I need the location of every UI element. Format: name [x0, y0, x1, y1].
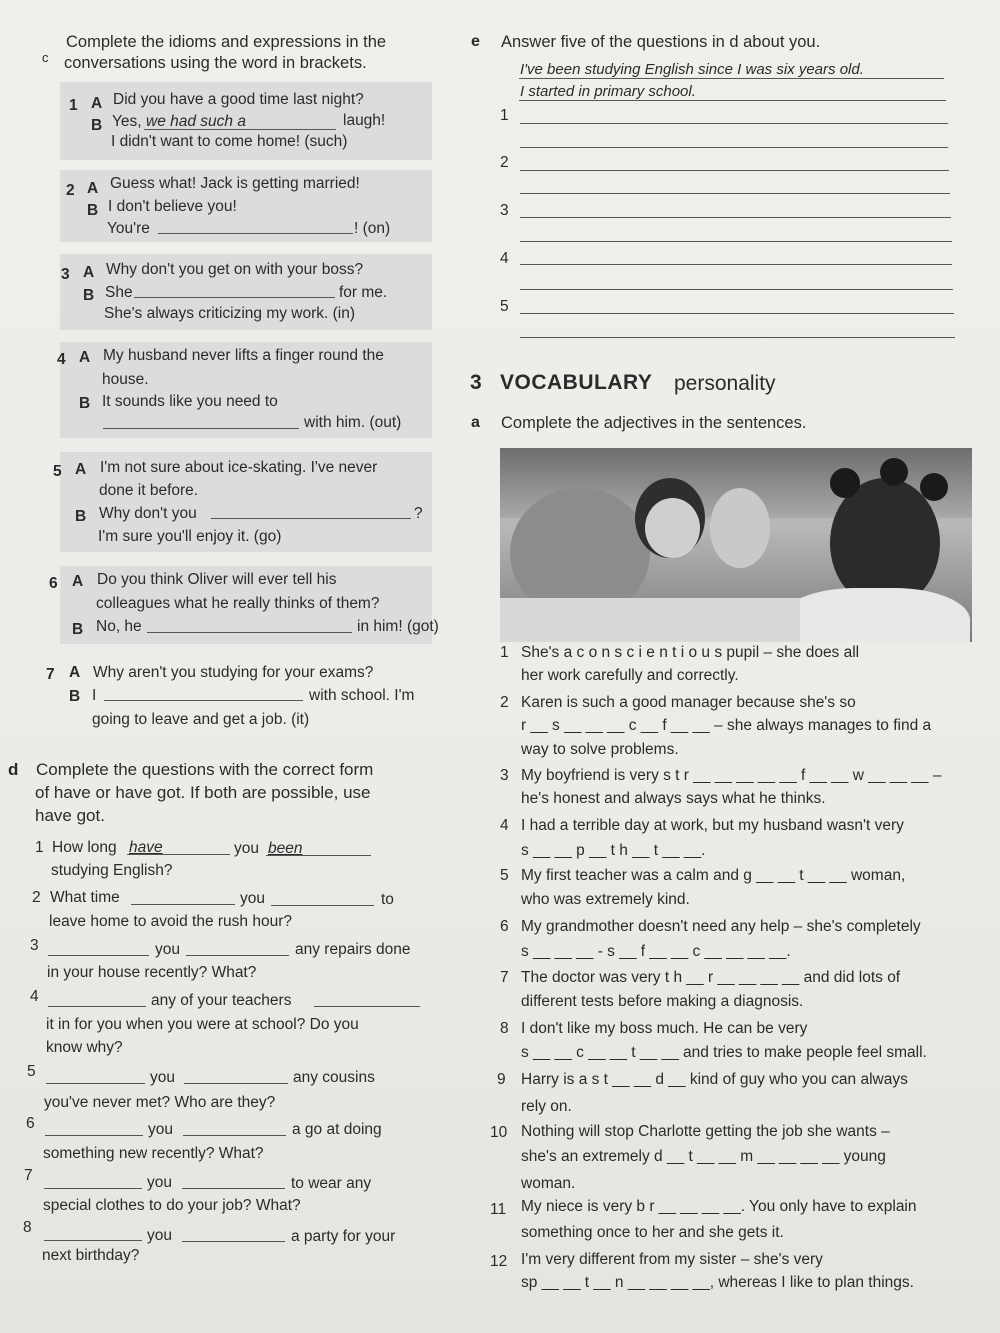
- exercise-d-title-line2: of have or have got. If both are possible, use: [35, 783, 371, 802]
- c5-b-pre: Why don't you: [99, 505, 197, 522]
- c-item-num: 7: [46, 666, 55, 683]
- vocab-6-line1: My grandmother doesn't need any help – she's completely: [521, 918, 921, 935]
- c4-a-line2: house.: [102, 371, 149, 388]
- d8-mid: you: [147, 1227, 172, 1244]
- answer-line: [127, 854, 230, 855]
- vocab-11-line1[interactable]: My niece is very b r __ __ __ __. You only have to explain: [521, 1198, 917, 1215]
- vocab-num: 5: [500, 867, 509, 884]
- e-example-line1: I've been studying English since I was six years old.: [520, 61, 864, 78]
- vocab-5-line2: who was extremely kind.: [521, 891, 690, 908]
- section-number: 3: [470, 371, 483, 394]
- c2-b-pre: I don't believe you!: [108, 198, 237, 215]
- d4-mid: any of your teachers: [151, 992, 292, 1009]
- exercise-c-letter: c: [42, 50, 49, 65]
- vocab-12-line1: I'm very different from my sister – she's very: [521, 1251, 823, 1268]
- vocab-4-line1: I had a terrible day at work, but my husband wasn't very: [521, 817, 904, 834]
- answer-blank[interactable]: [48, 955, 149, 956]
- c7-a-line: Why aren't you studying for your exams?: [93, 664, 374, 681]
- answer-blank[interactable]: [520, 313, 954, 314]
- c4-b-line2-post: with him. (out): [304, 414, 402, 431]
- answer-blank[interactable]: [103, 428, 299, 429]
- vocab-12-line2[interactable]: sp __ __ t __ n __ __ __ __, whereas I like to plan things.: [521, 1274, 914, 1291]
- e-num: 3: [500, 202, 509, 219]
- child-face-figure: [645, 498, 700, 558]
- answer-blank[interactable]: [520, 123, 948, 124]
- vocab-num: 11: [490, 1201, 507, 1218]
- c5-b-post: ?: [414, 505, 423, 522]
- d1-answer1[interactable]: have: [129, 839, 163, 856]
- hair-bun-figure: [830, 468, 860, 498]
- vocab-7-line1[interactable]: The doctor was very t h __ r __ __ __ __ and did lots of: [521, 969, 901, 986]
- exercise-d-title-line3: have got.: [35, 806, 105, 825]
- d-q-num: 7: [24, 1167, 33, 1184]
- speaker-b: B: [83, 287, 95, 304]
- vocab-1-line1: She's a c o n s c i e n t i o u s pupil – she does all: [521, 644, 860, 661]
- e-num: 1: [500, 107, 509, 124]
- speaker-b: B: [72, 621, 84, 638]
- child-middle-figure: [710, 488, 770, 568]
- answer-blank[interactable]: [520, 217, 951, 218]
- c-item-num: 2: [66, 182, 75, 199]
- c6-a-line1: Do you think Oliver will ever tell his: [97, 571, 337, 588]
- answer-line: [519, 100, 946, 101]
- shirt-figure: [780, 588, 970, 642]
- speaker-b: B: [69, 688, 81, 705]
- c1-b-line2: I didn't want to come home! (such): [111, 133, 348, 150]
- d2-post: to: [381, 891, 394, 908]
- c3-b-pre: She: [105, 284, 133, 301]
- c2-b-line2-post: ! (on): [354, 220, 391, 237]
- c5-a-line2: done it before.: [99, 482, 199, 499]
- c3-b-post: for me.: [339, 284, 388, 301]
- c6-b-post: in him! (got): [357, 618, 439, 635]
- d-q-num: 3: [30, 937, 39, 954]
- answer-blank[interactable]: [271, 905, 374, 906]
- vocab-3-line1[interactable]: My boyfriend is very s t r __ __ __ __ __ f __ __ w __ __ __ –: [521, 767, 942, 784]
- answer-blank[interactable]: [44, 1188, 142, 1189]
- d8-post: a party for your: [291, 1228, 396, 1245]
- desk-figure: [500, 598, 800, 642]
- c-item-num: 4: [57, 351, 66, 368]
- vocab-num: 4: [500, 817, 509, 834]
- vocab-10-line2[interactable]: she's an extremely d __ t __ __ m __ __ __ __ young: [521, 1148, 886, 1165]
- d-q-num: 8: [23, 1219, 32, 1236]
- speaker-b: B: [79, 395, 91, 412]
- vocab-11-line2: something once to her and she gets it.: [521, 1224, 784, 1241]
- d-q-num: 6: [26, 1115, 35, 1132]
- answer-blank[interactable]: [520, 170, 949, 171]
- exercise-c-title-line2: conversations using the word in brackets.: [64, 54, 367, 72]
- vocab-9-line2: rely on.: [521, 1098, 572, 1115]
- e-example-line2: I started in primary school.: [520, 83, 696, 100]
- c4-b-pre: It sounds like you need to: [102, 393, 278, 410]
- d8-line2: next birthday?: [42, 1247, 140, 1264]
- c7-b-pre: I: [92, 687, 97, 704]
- answer-blank[interactable]: [182, 1188, 285, 1189]
- vocab-8-line2[interactable]: s __ __ c __ __ t __ __ and tries to make people feel small.: [521, 1044, 927, 1061]
- answer-blank[interactable]: [147, 632, 352, 633]
- vocab-2-line3: way to solve problems.: [521, 741, 679, 758]
- d1-pre: How long: [52, 839, 117, 856]
- exercise-c-title-line1: Complete the idioms and expressions in the: [66, 33, 387, 51]
- vocab-num: 2: [500, 694, 509, 711]
- answer-blank[interactable]: [183, 1135, 286, 1136]
- speaker-b: B: [91, 117, 103, 134]
- exercise-d-letter: d: [8, 760, 19, 779]
- answer-blank[interactable]: [45, 1135, 143, 1136]
- e-num: 5: [500, 298, 509, 315]
- answer-blank[interactable]: [520, 337, 955, 338]
- c-item-num: 5: [53, 463, 62, 480]
- d-q-num: 1: [35, 839, 44, 856]
- d6-line2: something new recently? What?: [43, 1145, 264, 1162]
- vocab-num: 1: [500, 644, 509, 661]
- speaker-b: B: [75, 508, 87, 525]
- classroom-photo: [500, 448, 972, 642]
- vocab-10-line3: woman.: [521, 1175, 576, 1192]
- vocab-10-line1: Nothing will stop Charlotte getting the job she wants –: [521, 1123, 890, 1140]
- answer-blank[interactable]: [44, 1240, 142, 1241]
- answer-blank[interactable]: [520, 289, 953, 290]
- answer-blank[interactable]: [131, 904, 235, 905]
- c7-b-post: with school. I'm: [309, 687, 415, 704]
- exercise-d-title-line1: Complete the questions with the correct form: [36, 760, 374, 779]
- speaker-b: B: [87, 202, 99, 219]
- answer-blank[interactable]: [186, 955, 289, 956]
- answer-blank[interactable]: [520, 241, 952, 242]
- d-q-num: 5: [27, 1063, 36, 1080]
- section-heading: VOCABULARY: [500, 371, 653, 394]
- c1-b-answer[interactable]: we had such a: [146, 113, 246, 130]
- answer-blank[interactable]: [158, 233, 353, 234]
- vocab-1-line2: her work carefully and correctly.: [521, 667, 739, 684]
- section-subheading: personality: [674, 372, 776, 395]
- vocab-num: 3: [500, 767, 509, 784]
- d-q-num: 2: [32, 889, 41, 906]
- vocab-9-line1[interactable]: Harry is a s t __ __ d __ kind of guy who you can always: [521, 1071, 908, 1088]
- vocab-num: 7: [500, 969, 509, 986]
- c5-a-line1: I'm not sure about ice-skating. I've never: [100, 459, 378, 476]
- vocab-4-line2[interactable]: s __ __ p __ t h __ t __ __.: [521, 842, 706, 859]
- c7-b-line2: going to leave and get a job. (it): [92, 711, 310, 728]
- answer-blank[interactable]: [520, 147, 948, 148]
- c1-b-pre: Yes,: [112, 113, 142, 130]
- d-q-num: 4: [30, 988, 39, 1005]
- d5-mid: you: [150, 1069, 175, 1086]
- vocab-num: 12: [490, 1253, 508, 1270]
- answer-blank[interactable]: [48, 1006, 146, 1007]
- vocab-7-line2: different tests before making a diagnosis.: [521, 993, 804, 1010]
- c1-a-line: Did you have a good time last night?: [113, 91, 364, 108]
- vocab-2-line1: Karen is such a good manager because she's so: [521, 694, 856, 711]
- vocab-6-line2[interactable]: s __ __ __ - s __ f __ __ c __ __ __ __.: [521, 943, 791, 960]
- exercise-e-letter: e: [471, 33, 480, 50]
- speaker-a: A: [72, 573, 84, 590]
- d4-line2: it in for you when you were at school? Do you: [46, 1016, 359, 1033]
- answer-blank[interactable]: [184, 1083, 288, 1084]
- section-a-letter: a: [471, 414, 480, 431]
- d2-line2: leave home to avoid the rush hour?: [49, 913, 292, 930]
- d3-mid: you: [155, 941, 180, 958]
- d2-mid: you: [240, 890, 265, 907]
- c2-b-line2-pre: You're: [107, 220, 150, 237]
- speaker-a: A: [79, 349, 91, 366]
- vocab-num: 8: [500, 1020, 509, 1037]
- d5-post: any cousins: [293, 1069, 375, 1086]
- c2-a-line: Guess what! Jack is getting married!: [110, 175, 360, 192]
- speaker-a: A: [75, 461, 87, 478]
- e-num: 2: [500, 154, 509, 171]
- d7-post: to wear any: [291, 1175, 372, 1192]
- answer-blank[interactable]: [182, 1241, 285, 1242]
- vocab-3-line2: he's honest and always says what he thinks.: [521, 790, 826, 807]
- vocab-5-line1[interactable]: My first teacher was a calm and g __ __ t __ __ woman,: [521, 867, 906, 884]
- hair-bun-figure: [920, 473, 948, 501]
- d4-line3: know why?: [46, 1039, 123, 1056]
- c3-a-line: Why don't you get on with your boss?: [106, 261, 364, 278]
- answer-blank[interactable]: [46, 1083, 145, 1084]
- d1-answer2[interactable]: been: [268, 840, 303, 857]
- d7-line2: special clothes to do your job? What?: [43, 1197, 301, 1214]
- answer-blank[interactable]: [314, 1006, 420, 1007]
- c6-a-line2: colleagues what he really thinks of them?: [96, 595, 380, 612]
- vocab-2-line2[interactable]: r __ s __ __ __ c __ f __ __ – she always manages to find a: [521, 717, 932, 734]
- vocab-num: 6: [500, 918, 509, 935]
- section-a-title: Complete the adjectives in the sentences.: [501, 414, 807, 432]
- c5-b-line2: I'm sure you'll enjoy it. (go): [98, 528, 282, 545]
- c6-b-pre: No, he: [96, 618, 142, 635]
- d1-line2: studying English?: [51, 862, 173, 879]
- answer-blank[interactable]: [520, 193, 950, 194]
- vocab-num: 9: [497, 1071, 506, 1088]
- d6-post: a go at doing: [292, 1121, 382, 1138]
- hair-bun-figure: [880, 458, 908, 486]
- c4-a-line1: My husband never lifts a finger round the: [103, 347, 384, 364]
- answer-line: [519, 78, 944, 79]
- d7-mid: you: [147, 1174, 172, 1191]
- d3-post: any repairs done: [295, 941, 411, 958]
- speaker-a: A: [87, 180, 99, 197]
- c-item-num: 3: [61, 266, 70, 283]
- d2-pre: What time: [50, 889, 120, 906]
- c-item-num: 6: [49, 575, 58, 592]
- answer-line: [266, 855, 371, 856]
- answer-line: [144, 129, 336, 130]
- answer-blank[interactable]: [211, 518, 411, 519]
- answer-blank[interactable]: [134, 297, 335, 298]
- c-item-num: 1: [69, 97, 78, 114]
- vocab-num: 10: [490, 1124, 508, 1141]
- vocab-8-line1: I don't like my boss much. He can be very: [521, 1020, 808, 1037]
- e-num: 4: [500, 250, 509, 267]
- c1-b-post: laugh!: [343, 112, 386, 129]
- d5-line2: you've never met? Who are they?: [44, 1094, 276, 1111]
- exercise-e-title: Answer five of the questions in d about you.: [501, 33, 821, 51]
- d1-mid: you: [234, 840, 259, 857]
- d6-mid: you: [148, 1121, 173, 1138]
- answer-blank[interactable]: [520, 264, 952, 265]
- answer-blank[interactable]: [104, 700, 303, 701]
- speaker-a: A: [91, 95, 103, 112]
- speaker-a: A: [83, 264, 95, 281]
- speaker-a: A: [69, 664, 81, 681]
- c3-b-line2: She's always criticizing my work. (in): [104, 305, 356, 322]
- d3-line2: in your house recently? What?: [47, 964, 257, 981]
